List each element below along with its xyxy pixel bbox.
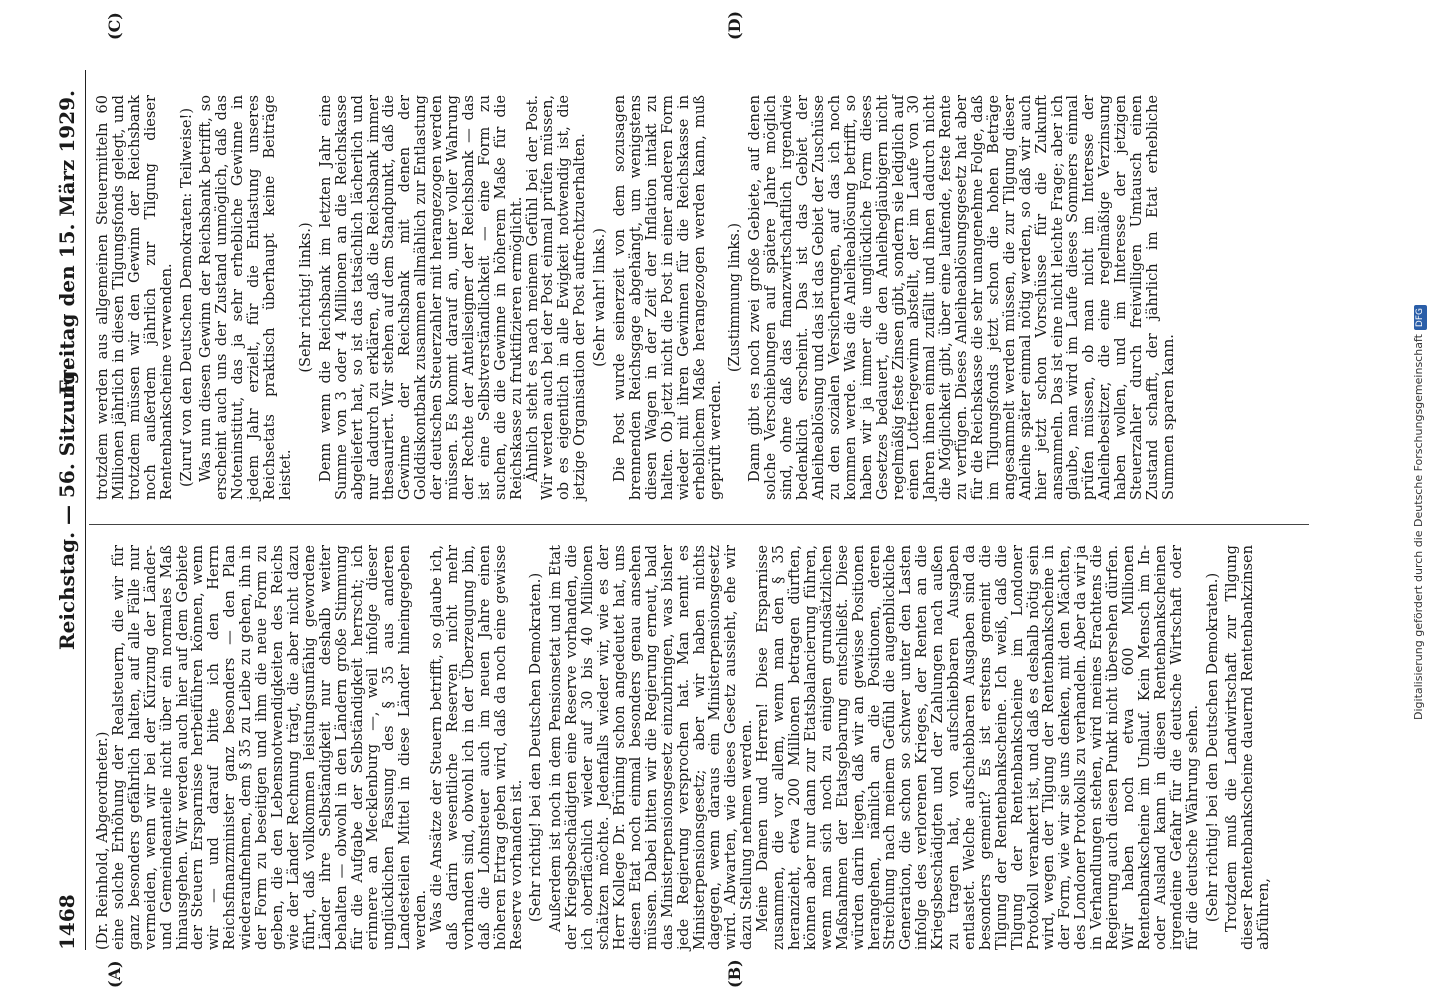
right-column <box>95 95 1177 500</box>
left-column <box>95 545 1272 950</box>
paragraph: Meine Damen und Herren! Diese Ersparnisse zusammen, die vor allem, wenn man den § 35 heranzieht, etwa 200 Millionen betragen dürften, können aber nur dann zur Etatsbalancierung führen, wenn man sich noch zu einigen grundsätzlichen Maßnahmen der Etatsgebarung entschließt. Diese würden darin liegen, daß wir an gewisse Positionen herangehen, nämlich an die Positionen, deren Streichung nach meinem Gefühl die augenblickliche Generation, die schon so schwer unter den Lasten infolge des verlorenen Krieges, der Renten an die Kriegsbeschädigten und der Zahlungen nach außen zu tragen hat, von aufschiebbaren Ausgaben entlastet. Welche aufschiebbaren Ausgaben sind da besonders gemeint? Es ist erstens gemeint die Tilgung der Rentenbankscheine. Ich weiß, daß die Tilgung der Rentenbankscheine im Londoner Protokoll verankert ist, und daß es deshalb nötig sein wird, wegen der Tilgung der Rentenbankscheine in der Form, wie wir sie uns denken, mit den Mächten, des Londoner Protokolls zu verhandeln. Aber da wir ja in Verhandlungen stehen, wird meines Erachtens die Regierung auch diesen Punkt nicht übersehen dürfen. Wir haben noch etwa 600 Millionen Rentenbankscheine im Umlauf. Kein Mensch im In- oder Ausland kann in diesen Rentenbankscheinen irgendeine Gefahr für die deutsche Wirtschaft oder für die deutsche Währung sehen. <box>754 545 1201 950</box>
margin-marker-d: (D) <box>725 10 744 40</box>
interjection: (Sehr richtig! bei den Deutschen Demokraten.) <box>1203 572 1221 923</box>
paragraph: Denn wenn die Reichsbank im letzten Jahr eine Summe von 3 oder 4 Millionen an die Reichskasse abgeliefert hat, so ist das tatsächlich lächerlich und nur dadurch zu erklären, daß die Reichsbank immer thesauriert. Wir stehen auf dem Standpunkt, daß die Gewinne der Reichsbank mit denen der Golddiskontbank zusammen allmählich zur Entlastung der deutschen Steuerzahler mit herangezogen werden müssen. Es kommt darauf an, unter voller Wahrung der Rechte der Anteilseigner der Reichsbank — das ist eine Selbstverständlichkeit — eine Form zu suchen, die die Gewinne in höherem Maße für die Reichskasse zu fruktifizieren ermöglicht. <box>316 95 525 500</box>
paragraph: Was nun diesen Gewinn der Reichsbank betrifft, so erscheint auch uns der Zustand unmöglich, daß das Noteninstitut, das ja sehr erhebliche Gewinne in jedem Jahr erzielt, für die Entlastung unseres Reichsetats praktisch überhaupt keine Beiträge leistet. <box>197 95 294 500</box>
interjection: (Sehr richtig! bei den Deutschen Demokraten.) <box>527 572 545 923</box>
margin-marker-b: (B) <box>725 959 744 988</box>
paragraph: Trotzdem muß die Landwirtschaft zur Tilgung dieser Rentenbankscheine dauernd Rentenbankzinsen abführen, <box>1223 545 1273 950</box>
interjection: (Zuruf von den Deutschen Demokraten: Teilweise!) <box>177 107 195 488</box>
paragraph: eine solche Erhöhung der Realsteuern, die wir für ganz besonders gefährlich halten, auf alle Fälle nur vermeiden, wenn wir bei der Kürzung der Länder- und Gemeindeanteile nicht über ein normales Maß hinausgehen. Wir werden auch hier auf dem Gebiete der Steuern Ersparnisse herbeiführen können, wenn wir — und darauf bitte ich den Herrn Reichsfinanzminister ganz besonders — den Plan wiederaufnehmen, dem § 35 zu Leibe zu gehen, ihn in der Form zu beseitigen und ihm die neue Form zu geben, die den Lebensnotwendigkeiten des Reichs wie der Länder Rechnung trägt, die aber nicht dazu führt, daß vollkommen leistungsunfähig gewordene Länder ihre Selbständigkeit nur deshalb weiter behalten — obwohl in den Ländern große Stimmung für die Aufgabe der Selbständigkeit herrscht; ich erinnere an Mecklenburg —, weil infolge dieser unglücklichen Fassung des § 35 aus anderen Landesteilen Mittel in diese Länder hineingegeben werden. <box>109 545 430 950</box>
page-header <box>55 70 86 950</box>
digitization-note <box>1404 20 1434 720</box>
margin-marker-a: (A) <box>105 960 124 988</box>
interjection: (Sehr richtig! links.) <box>296 222 314 373</box>
paragraph: Dann gibt es noch zwei große Gebiete, auf denen solche Verschiebungen auf spätere Jahre möglich sind, ohne daß das finanzwirtschaftlich irgendwie bedenklich erscheint. Das ist das Gebiet der Anleiheablösung und das ist das Gebiet der Zuschüsse zu den sozialen Versicherungen, auf das ich noch kommen werde. Was die Anleiheablösung betrifft, so haben wir ja immer die unglückliche Form dieses Gesetzes bedauert, die den Anleihegläubigern nicht regelmäßig feste Zinsen gibt, sondern sie lediglich auf einen Lotteriegewinn abstellt, der im Laufe von 30 Jahren ihnen einmal zufällt und ihnen dadurch nicht die Möglichkeit gibt, über eine laufende, feste Rente zu verfügen. Dieses Anleiheablösungsgesetz hat aber für die Reichskasse die sehr unangenehme Folge, daß im Tilgungsfonds jetzt schon die hohen Beträge angesammelt werden müssen, die zur Tilgung dieser Anleihe später einmal nötig werden, so daß wir auch hier jetzt schon Vorschüsse für die Zukunft ansammeln. Das ist eine nicht leichte Frage; aber ich glaube, man wird im Laufe dieses Sommers einmal prüfen müssen, ob man nicht im Interesse der Anleihebesitzer, die eine regelmäßige Verzinsung haben wollen, und im Interesse der jetzigen Steuerzahler durch freiwilligen Umtausch einen Zustand schafft, der jährlich im Etat erhebliche Summen sparen kann. <box>746 95 1177 500</box>
page-number: 1468 <box>55 894 79 950</box>
paragraph: trotzdem werden aus allgemeinen Steuermitteln 60 Millionen jährlich in diesen Tilgungsfonds gelegt, und trotzdem müssen wir den Gewinn der Reichsbank noch außerdem jährlich zur Tilgung dieser Rentenbankscheine verwenden. <box>94 95 175 500</box>
column-divider <box>89 524 1309 525</box>
paragraph: Außerdem ist noch in dem Pensionsetat und im Etat der Kriegsbeschädigten eine Reserve vorhanden, die ich oberflächlich wieder auf 30 bis 40 Millionen schätzen möchte. Jedenfalls wieder wir, wie es der Herr Kollege Dr. Brüning schon angedeutet hat, uns diesen Etat noch einmal besonders genau ansehen müssen. Dabei bitten wir die Regierung erneut, bald das Ministerpensionsgesetz einzubringen, was bisher jede Regierung versprochen hat. Man nennt es Ministerpensionsgesetz; aber wir haben nichts dagegen, wenn daraus ein Ministerpensionsgesetz wird. Abwarten, wie dieses Gesetz aussieht, ehe wir dazu Stellung nehmen werden. <box>547 545 756 950</box>
header-right-title: Freitag den 15. März 1929. <box>55 90 79 395</box>
page-content <box>45 10 1335 988</box>
header-left-title: Reichstag. — 56. Sitzung. <box>55 363 79 650</box>
dfg-logo: DFG <box>1414 305 1427 330</box>
digitization-text: Digitalisierung gefördert durch die Deutsche Forschungsgemeinschaft <box>1412 334 1425 720</box>
speaker-attribution: (Dr. Reinhold, Abgeordneter.) <box>94 731 111 950</box>
margin-marker-c: (C) <box>105 12 124 40</box>
paragraph: Was die Ansätze der Steuern betrifft, so glaube ich, daß darin wesentliche Reserven nicht mehr vorhanden sind, obwohl ich in der Überzeugung bin, daß die Lohnsteuer auch im neuen Jahre einen höheren Ertrag geben wird, daß da noch eine gewisse Reserve vorhanden ist. <box>428 545 525 950</box>
interjection: (Sehr wahr! links.) <box>591 228 609 367</box>
paragraph: Ähnlich steht es nach meinem Gefühl bei der Post. Wir werden auch bei der Post einmal prüfen müssen, ob es eigentlich in alle Ewigkeit notwendig ist, die jetzige Organisation der Post aufrechtzuerhalten. <box>523 95 589 500</box>
interjection: (Zustimmung links.) <box>726 222 744 373</box>
paragraph: Die Post wurde seinerzeit von dem sozusagen brennenden Reichsgage abgehängt, um wenigstens diesen Wagen in der Zeit der Inflation intakt zu halten. Ob jetzt nicht die Post in einer anderen Form wieder mit ihren Gewinnen für die Reichskasse in erheblichem Maße herangezogen werden kann, muß geprüft werden. <box>611 95 724 500</box>
